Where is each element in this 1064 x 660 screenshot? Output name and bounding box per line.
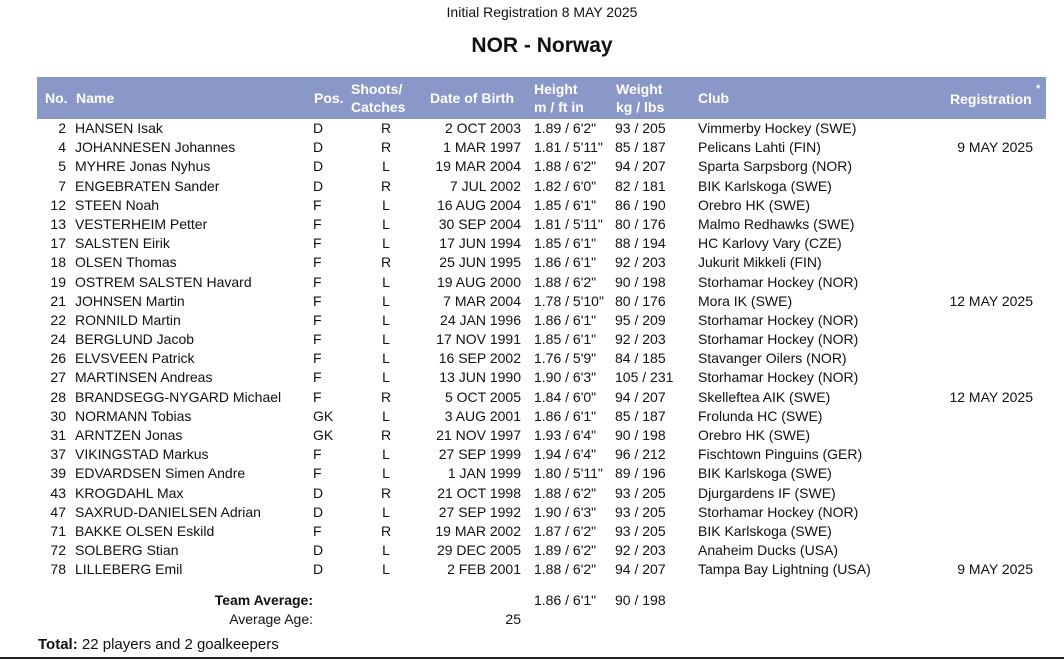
table-row [0, 273, 1064, 292]
player-position: F [313, 331, 322, 348]
header-height-line2: m / ft in [534, 99, 584, 115]
player-name: VESTERHEIM Petter [75, 215, 208, 232]
player-weight: 85 / 187 [615, 407, 666, 424]
header-shoots-line2: Catches [351, 99, 406, 115]
player-number: 17 [50, 235, 66, 252]
player-dob: 25 JUN 1995 [439, 254, 521, 271]
player-number: 26 [50, 350, 66, 367]
player-club: Djurgardens IF (SWE) [698, 484, 836, 501]
player-weight: 82 / 181 [615, 177, 666, 194]
player-weight: 88 / 194 [615, 235, 666, 252]
player-position: D [313, 484, 324, 501]
player-position: F [313, 196, 322, 213]
table-row [0, 119, 1064, 138]
player-registration: 9 MAY 2025 [957, 561, 1033, 578]
header-dob: Date of Birth [430, 90, 514, 106]
player-position: F [313, 215, 322, 232]
table-row [0, 292, 1064, 311]
player-weight: 95 / 209 [615, 311, 666, 328]
player-height: 1.88 / 6'2" [534, 561, 597, 578]
table-row [0, 464, 1064, 483]
player-height: 1.76 / 5'9" [534, 350, 597, 367]
player-number: 27 [50, 369, 66, 386]
player-club: BIK Karlskoga (SWE) [698, 522, 832, 539]
total-label: Total: [38, 636, 78, 653]
player-weight: 89 / 196 [615, 465, 666, 482]
player-weight: 94 / 207 [615, 158, 666, 175]
player-shoots: L [382, 273, 390, 290]
player-weight: 92 / 203 [615, 331, 666, 348]
player-club: Mora IK (SWE) [698, 292, 793, 309]
player-position: F [313, 292, 322, 309]
player-position: D [313, 120, 324, 136]
player-number: 72 [50, 542, 66, 559]
player-dob: 13 JUN 1990 [439, 369, 521, 386]
player-shoots: R [380, 120, 392, 136]
player-registration: 12 MAY 2025 [949, 388, 1033, 405]
table-row [0, 253, 1064, 272]
player-shoots: R [380, 177, 392, 194]
player-club: Storhamar Hockey (NOR) [698, 503, 859, 520]
player-shoots: R [380, 522, 392, 539]
player-dob: 17 JUN 1994 [439, 235, 521, 252]
table-row [0, 330, 1064, 349]
player-position: D [313, 177, 324, 194]
table-row [0, 215, 1064, 234]
player-shoots: R [380, 254, 392, 271]
player-dob: 27 SEP 1999 [438, 446, 521, 463]
player-position: GK [313, 407, 334, 424]
player-weight: 84 / 185 [615, 350, 666, 367]
table-row [0, 349, 1064, 368]
total-text: 22 players and 2 goalkeepers [81, 636, 279, 653]
player-weight: 93 / 205 [615, 484, 666, 501]
player-height: 1.85 / 6'1" [534, 235, 597, 252]
player-list [0, 119, 1064, 580]
player-position: F [313, 369, 322, 386]
player-number: 19 [50, 273, 66, 290]
player-dob: 7 JUL 2002 [449, 177, 521, 194]
table-row [0, 426, 1064, 445]
player-number: 7 [58, 177, 66, 194]
player-dob: 16 SEP 2002 [438, 350, 521, 367]
player-height: 1.85 / 6'1" [534, 196, 597, 213]
table-row [0, 177, 1064, 196]
player-number: 18 [50, 254, 66, 271]
player-club: Orebro HK (SWE) [698, 196, 811, 213]
player-registration: 12 MAY 2025 [949, 292, 1033, 309]
player-height: 1.81 / 5'11" [534, 139, 603, 156]
player-height: 1.90 / 6'3" [534, 503, 597, 520]
header-pos: Pos. [314, 90, 344, 106]
table-row [0, 445, 1064, 464]
table-row [0, 196, 1064, 215]
table-row [0, 388, 1064, 407]
player-shoots: L [382, 292, 390, 309]
player-position: D [313, 503, 324, 520]
player-club: Malmo Redhawks (SWE) [698, 215, 855, 232]
player-club: Stavanger Oilers (NOR) [698, 350, 847, 367]
player-registration: 9 MAY 2025 [957, 139, 1033, 156]
table-row [0, 368, 1064, 387]
player-dob: 17 NOV 1991 [436, 331, 521, 348]
header-weight-line1: Weight [616, 81, 663, 97]
team-average-label: Team Average: [214, 592, 313, 608]
player-weight: 94 / 207 [615, 561, 666, 578]
player-weight: 80 / 176 [615, 215, 666, 232]
player-number: 78 [50, 561, 66, 578]
player-shoots: L [382, 331, 390, 348]
table-row [0, 522, 1064, 541]
player-dob: 19 MAR 2002 [435, 522, 521, 539]
player-shoots: R [380, 484, 392, 501]
table-row [0, 560, 1064, 579]
header-name: Name [76, 90, 115, 106]
player-name: EDVARDSEN Simen Andre [75, 465, 246, 482]
player-shoots: L [382, 465, 390, 482]
player-name: JOHNSEN Martin [75, 292, 185, 309]
player-number: 2 [58, 120, 66, 136]
player-shoots: R [380, 427, 392, 443]
player-club: Pelicans Lahti (FIN) [698, 139, 821, 156]
player-height: 1.88 / 6'2" [534, 158, 597, 175]
player-number: 22 [50, 311, 66, 328]
player-weight: 105 / 231 [615, 369, 674, 386]
player-number: 71 [50, 522, 66, 539]
team-average-row [0, 591, 1064, 610]
player-number: 31 [50, 427, 66, 443]
player-shoots: R [380, 139, 392, 156]
player-dob: 21 NOV 1997 [436, 427, 521, 443]
player-name: LILLEBERG Emil [75, 561, 183, 578]
table-row [0, 138, 1064, 157]
player-dob: 21 OCT 1998 [437, 484, 521, 501]
player-position: F [313, 350, 322, 367]
team-average-height: 1.86 / 6'1" [534, 592, 597, 608]
player-club: Sparta Sarpsborg (NOR) [698, 158, 853, 175]
player-position: F [313, 522, 322, 539]
player-height: 1.87 / 6'2" [534, 522, 597, 539]
player-height: 1.86 / 6'1" [534, 254, 597, 271]
player-dob: 24 JAN 1996 [440, 311, 521, 328]
player-shoots: L [382, 196, 390, 213]
player-name: JOHANNESEN Johannes [75, 139, 236, 156]
player-shoots: L [382, 561, 390, 578]
header-registration: Registration [950, 91, 1032, 107]
header-height-line1: Height [534, 81, 578, 97]
player-height: 1.84 / 6'0" [534, 388, 597, 405]
player-dob: 30 SEP 2004 [438, 215, 521, 232]
player-height: 1.86 / 6'1" [534, 311, 597, 328]
player-height: 1.93 / 6'4" [534, 427, 597, 443]
player-position: D [313, 561, 324, 578]
player-name: VIKINGSTAD Markus [75, 446, 209, 463]
player-name: SALSTEN Eirik [75, 235, 170, 252]
player-number: 37 [50, 446, 66, 463]
player-club: Anaheim Ducks (USA) [698, 542, 839, 559]
player-club: BIK Karlskoga (SWE) [698, 465, 832, 482]
average-age-label: Average Age: [229, 611, 313, 627]
player-dob: 1 MAR 1997 [443, 139, 521, 156]
player-position: F [313, 254, 322, 271]
player-weight: 93 / 205 [615, 522, 666, 539]
player-name: STEEN Noah [75, 196, 160, 213]
player-shoots: L [382, 350, 390, 367]
header-club: Club [698, 90, 730, 106]
player-height: 1.85 / 6'1" [534, 331, 597, 348]
player-weight: 93 / 205 [615, 503, 666, 520]
player-name: HANSEN Isak [75, 120, 163, 136]
player-name: BRANDSEGG-NYGARD Michael [75, 388, 282, 405]
player-club: Vimmerby Hockey (SWE) [698, 120, 857, 136]
player-height: 1.82 / 6'0" [534, 177, 597, 194]
player-dob: 19 AUG 2000 [436, 273, 521, 290]
player-club: Orebro HK (SWE) [698, 427, 811, 443]
player-club: Tampa Bay Lightning (USA) [698, 561, 871, 578]
player-weight: 93 / 205 [615, 120, 666, 136]
player-height: 1.86 / 6'1" [534, 407, 597, 424]
player-position: GK [313, 427, 334, 443]
player-height: 1.90 / 6'3" [534, 369, 597, 386]
player-name: NORMANN Tobias [75, 407, 192, 424]
player-dob: 16 AUG 2004 [436, 196, 521, 213]
total-row [38, 635, 1064, 654]
header-registration-mark: * [1036, 83, 1041, 95]
header-shoots-line1: Shoots/ [351, 81, 403, 97]
document-subtitle: Initial Registration 8 MAY 2025 [446, 4, 638, 20]
player-name: ELVSVEEN Patrick [75, 350, 195, 367]
player-shoots: L [382, 407, 390, 424]
player-weight: 96 / 212 [615, 446, 666, 463]
player-dob: 29 DEC 2005 [436, 542, 521, 559]
player-height: 1.89 / 6'2" [534, 120, 597, 136]
player-shoots: L [382, 503, 390, 520]
player-number: 12 [50, 196, 66, 213]
player-club: Storhamar Hockey (NOR) [698, 331, 859, 348]
player-club: BIK Karlskoga (SWE) [698, 177, 832, 194]
player-number: 4 [58, 139, 66, 156]
player-weight: 80 / 176 [615, 292, 666, 309]
player-number: 13 [50, 215, 66, 232]
header-no: No. [45, 90, 68, 106]
player-weight: 85 / 187 [615, 139, 666, 156]
player-club: Jukurit Mikkeli (FIN) [698, 254, 822, 271]
player-club: Skelleftea AIK (SWE) [698, 388, 831, 405]
player-position: F [313, 235, 322, 252]
player-position: F [313, 446, 322, 463]
player-name: SOLBERG Stian [75, 542, 179, 559]
player-name: MYHRE Jonas Nyhus [75, 158, 211, 175]
player-weight: 90 / 198 [615, 427, 666, 443]
player-dob: 27 SEP 1992 [438, 503, 521, 520]
player-weight: 90 / 198 [615, 273, 666, 290]
player-position: D [313, 542, 324, 559]
player-height: 1.89 / 6'2" [534, 542, 597, 559]
player-dob: 7 MAR 2004 [443, 292, 521, 309]
player-name: KROGDAHL Max [75, 484, 184, 501]
player-name: BAKKE OLSEN Eskild [75, 522, 215, 539]
document-title: NOR - Norway [471, 34, 613, 57]
player-name: OSTREM SALSTEN Havard [75, 273, 252, 290]
player-club: Storhamar Hockey (NOR) [698, 273, 859, 290]
player-dob: 5 OCT 2005 [444, 388, 521, 405]
player-position: F [313, 273, 322, 290]
table-row [0, 311, 1064, 330]
player-shoots: L [382, 446, 390, 463]
player-dob: 19 MAR 2004 [435, 158, 521, 175]
player-shoots: L [382, 235, 390, 252]
player-shoots: R [380, 388, 392, 405]
player-shoots: L [382, 311, 390, 328]
table-header [37, 77, 1046, 119]
player-name: OLSEN Thomas [75, 254, 177, 271]
player-number: 5 [58, 158, 66, 175]
player-number: 39 [50, 465, 66, 482]
player-club: HC Karlovy Vary (CZE) [698, 235, 842, 252]
player-name: BERGLUND Jacob [75, 331, 195, 348]
header-weight-line2: kg / lbs [616, 99, 665, 115]
player-number: 47 [50, 503, 66, 520]
player-shoots: L [382, 158, 390, 175]
player-shoots: L [382, 215, 390, 232]
player-weight: 94 / 207 [615, 388, 666, 405]
player-height: 1.80 / 5'11" [534, 465, 603, 482]
player-position: F [313, 388, 322, 405]
player-name: ENGEBRATEN Sander [75, 177, 220, 194]
player-dob: 2 FEB 2001 [447, 561, 521, 578]
player-shoots: L [382, 369, 390, 386]
player-number: 43 [50, 484, 66, 501]
player-position: F [313, 465, 322, 482]
player-number: 30 [50, 407, 66, 424]
table-row [0, 407, 1064, 426]
player-height: 1.78 / 5'10" [534, 292, 604, 309]
player-name: SAXRUD-DANIELSEN Adrian [75, 503, 261, 520]
player-number: 24 [50, 331, 66, 348]
player-height: 1.88 / 6'2" [534, 484, 597, 501]
player-club: Fischtown Pinguins (GER) [698, 446, 863, 463]
player-number: 28 [50, 388, 66, 405]
table-row [0, 541, 1064, 560]
player-number: 21 [50, 292, 66, 309]
average-age-value: 25 [505, 611, 521, 627]
player-dob: 2 OCT 2003 [444, 120, 521, 136]
average-age-row [0, 610, 1064, 629]
table-row [0, 234, 1064, 253]
player-position: D [313, 139, 324, 156]
table-row [0, 503, 1064, 522]
player-club: Frolunda HC (SWE) [698, 407, 823, 424]
player-weight: 86 / 190 [615, 196, 666, 213]
player-club: Storhamar Hockey (NOR) [698, 369, 859, 386]
bottom-rule [0, 657, 1064, 659]
player-position: D [313, 158, 324, 175]
table-row [0, 484, 1064, 503]
player-club: Storhamar Hockey (NOR) [698, 311, 859, 328]
player-weight: 92 / 203 [615, 542, 666, 559]
player-height: 1.94 / 6'4" [534, 446, 597, 463]
player-dob: 3 AUG 2001 [444, 407, 521, 424]
player-dob: 1 JAN 1999 [447, 465, 521, 482]
player-weight: 92 / 203 [615, 254, 666, 271]
player-name: RONNILD Martin [75, 311, 181, 328]
player-position: F [313, 311, 322, 328]
player-height: 1.81 / 5'11" [534, 215, 603, 232]
player-height: 1.88 / 6'2" [534, 273, 597, 290]
player-name: MARTINSEN Andreas [75, 369, 213, 386]
table-row [0, 157, 1064, 176]
team-average-weight: 90 / 198 [615, 592, 666, 608]
player-name: ARNTZEN Jonas [75, 427, 183, 443]
player-shoots: L [382, 542, 390, 559]
